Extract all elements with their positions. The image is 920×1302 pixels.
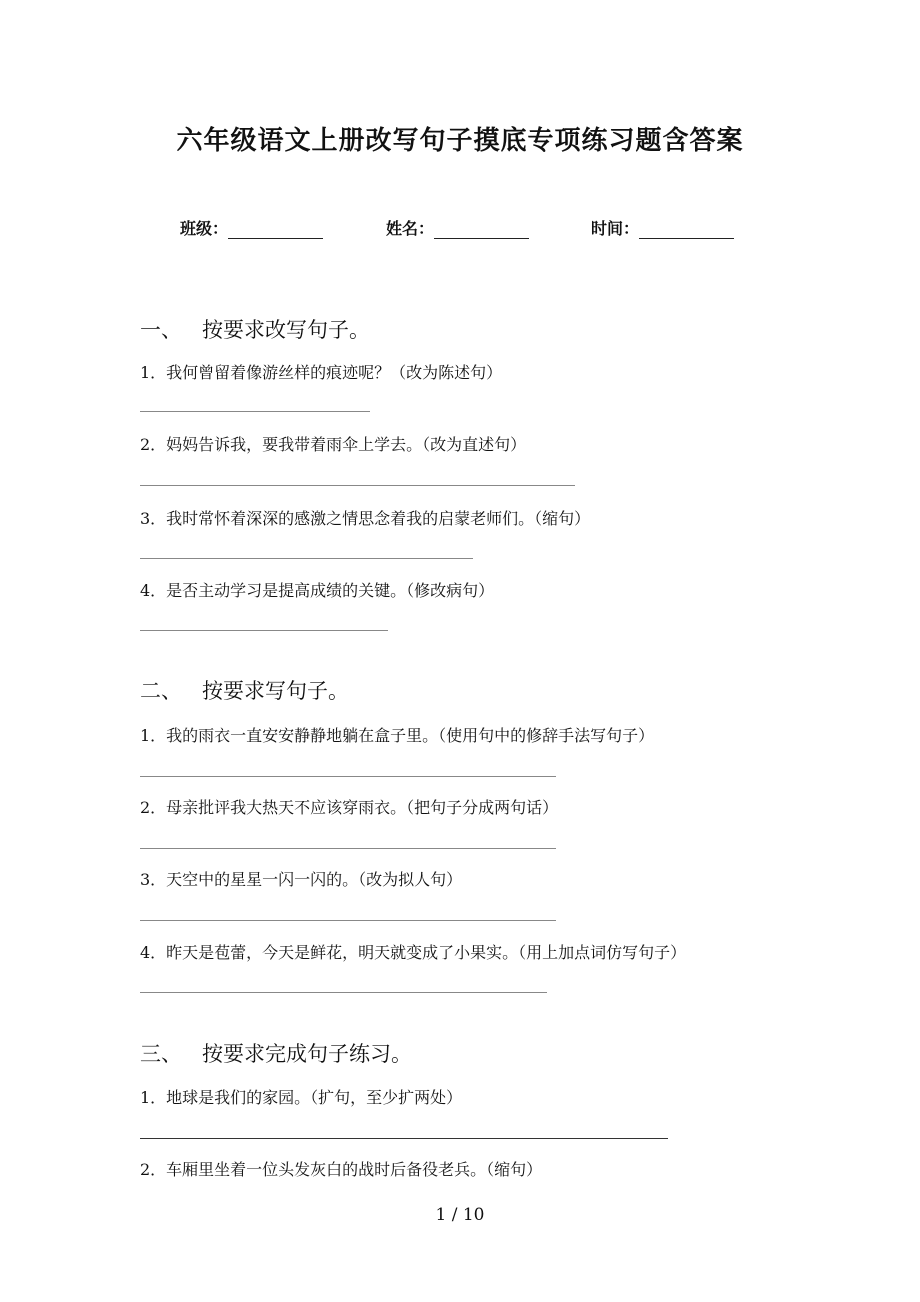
time-label: 时间：: [591, 219, 640, 238]
answer-line[interactable]: [140, 485, 575, 486]
answer-line[interactable]: [140, 411, 370, 412]
document-title: 六年级语文上册改写句子摸底专项练习题含答案: [176, 126, 744, 156]
class-blank[interactable]: [228, 222, 323, 239]
question: 1．地球是我们的家园。（扩句，至少扩两处）: [140, 1088, 463, 1107]
question: 2．妈妈告诉我，要我带着雨伞上学去。（改为直述句）: [140, 435, 527, 454]
question: 3．天空中的星星一闪一闪的。（改为拟人句）: [140, 870, 463, 889]
answer-line[interactable]: [140, 558, 473, 559]
class-field: [180, 216, 323, 239]
question: 4．是否主动学习是提高成绩的关键。（修改病句）: [140, 581, 495, 600]
section-number: 一、: [140, 318, 182, 342]
question: 1．我何曾留着像游丝样的痕迹呢？（改为陈述句）: [140, 363, 503, 382]
section-heading-2: [140, 675, 349, 705]
section-number: 二、: [140, 679, 182, 703]
answer-line[interactable]: [140, 630, 388, 631]
name-label: 姓名：: [386, 219, 435, 238]
section-title: 按要求写句子。: [202, 679, 349, 703]
question: 2．车厢里坐着一位头发灰白的战时后备役老兵。（缩句）: [140, 1160, 543, 1179]
section-number: 三、: [140, 1042, 182, 1066]
answer-line[interactable]: [140, 776, 556, 777]
section-heading-1: [140, 314, 370, 344]
section-heading-3: [140, 1038, 412, 1068]
time-field: [591, 216, 734, 239]
answer-line[interactable]: [140, 848, 556, 849]
question: 1．我的雨衣一直安安静静地躺在盒子里。（使用句中的修辞手法写句子）: [140, 726, 655, 745]
name-field: [386, 216, 529, 239]
class-label: 班级：: [180, 219, 229, 238]
question: 4．昨天是苞蕾，今天是鲜花，明天就变成了小果实。（用上加点词仿写句子）: [140, 943, 687, 962]
answer-line[interactable]: [140, 920, 556, 921]
name-blank[interactable]: [434, 222, 529, 239]
section-title: 按要求完成句子练习。: [202, 1042, 412, 1066]
section-title: 按要求改写句子。: [202, 318, 370, 342]
time-blank[interactable]: [639, 222, 734, 239]
page-number: 1 / 10: [435, 1205, 485, 1225]
question: 2．母亲批评我大热天不应该穿雨衣。（把句子分成两句话）: [140, 798, 559, 817]
answer-line[interactable]: [140, 1138, 668, 1139]
question: 3．我时常怀着深深的感激之情思念着我的启蒙老师们。（缩句）: [140, 509, 591, 528]
answer-line[interactable]: [140, 992, 547, 993]
